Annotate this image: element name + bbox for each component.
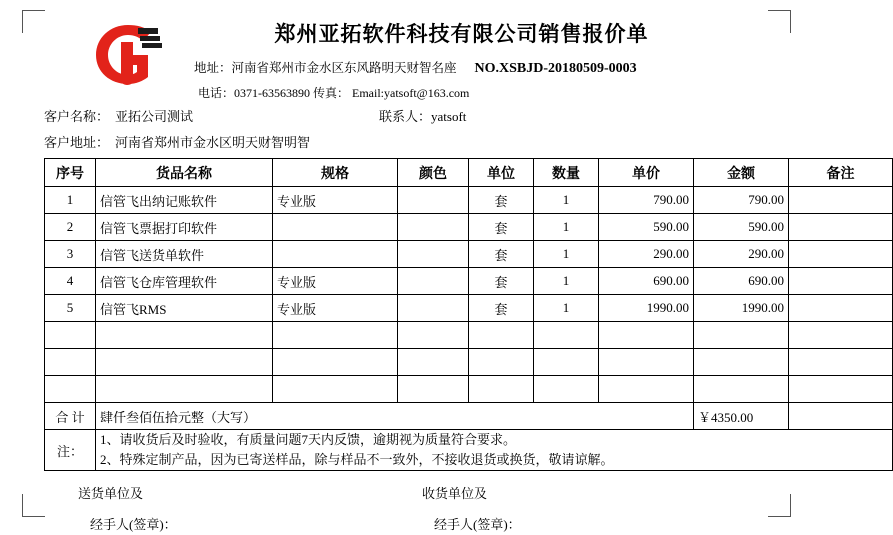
page-title: 郑州亚拓软件科技有限公司销售报价单 [274, 22, 649, 46]
cell-spec: 专业版 [273, 187, 398, 214]
cell-note [789, 376, 893, 403]
cell-amount [694, 322, 789, 349]
cell-goods [96, 322, 273, 349]
customer-address-label: 客户地址： [44, 135, 110, 150]
cell-spec [273, 322, 398, 349]
cell-index [45, 322, 96, 349]
customer-address-row [44, 132, 769, 151]
cell-color [398, 295, 469, 322]
table-row [45, 187, 893, 214]
cell-color [398, 241, 469, 268]
column-header-note: 备注 [789, 159, 893, 187]
cell-color [398, 268, 469, 295]
cell-price: 1990.00 [599, 295, 694, 322]
company-contact-line: 电话：0371-63563890 传真： Email:yatsoft@163.com [198, 86, 470, 100]
crop-mark-bottom-right [768, 494, 791, 517]
cell-price [599, 349, 694, 376]
cell-qty [534, 376, 599, 403]
cell-price [599, 376, 694, 403]
cell-color [398, 187, 469, 214]
cell-price: 590.00 [599, 214, 694, 241]
customer-address-value: 河南省郑州市金水区明天财智明智 [115, 135, 311, 150]
cell-unit: 套 [469, 214, 534, 241]
cell-index: 3 [45, 241, 96, 268]
receiver-label-line2: 经手人(签章)： [434, 517, 521, 533]
column-header-amount: 金额 [694, 159, 789, 187]
table-row [45, 376, 893, 403]
table-row [45, 295, 893, 322]
remark-row [45, 430, 893, 471]
remark-line-1: 1、请收货后及时验收，有质量问题7天内反馈，逾期视为质量符合要求。 [100, 432, 517, 447]
cell-index: 1 [45, 187, 96, 214]
cell-amount [694, 376, 789, 403]
customer-name-label: 客户名称： [44, 109, 110, 124]
cell-qty: 1 [534, 295, 599, 322]
cell-unit: 套 [469, 268, 534, 295]
remark-body [96, 430, 893, 471]
crop-mark-top-left [22, 10, 45, 33]
cell-note [789, 295, 893, 322]
cell-unit: 套 [469, 295, 534, 322]
cell-unit: 套 [469, 241, 534, 268]
cell-note [789, 187, 893, 214]
total-note [789, 403, 893, 430]
cell-goods [96, 349, 273, 376]
customer-info [44, 106, 769, 151]
sender-label-line1: 送货单位及 [78, 486, 144, 502]
cell-note [789, 322, 893, 349]
company-logo-icon [88, 22, 166, 88]
cell-qty: 1 [534, 241, 599, 268]
crop-mark-top-right [768, 10, 791, 33]
signature-area [44, 483, 769, 535]
cell-color [398, 322, 469, 349]
total-amount: ￥4350.00 [694, 403, 789, 430]
address-row [194, 58, 769, 77]
cell-qty [534, 322, 599, 349]
document-body [44, 16, 855, 535]
cell-goods: 信管飞送货单软件 [96, 241, 273, 268]
table-row [45, 214, 893, 241]
cell-index: 2 [45, 214, 96, 241]
cell-amount: 590.00 [694, 214, 789, 241]
cell-unit: 套 [469, 187, 534, 214]
cell-goods: 信管飞RMS [96, 295, 273, 322]
receiver-label-line1: 收货单位及 [422, 486, 488, 502]
items-table [44, 158, 893, 471]
cell-spec: 专业版 [273, 295, 398, 322]
cell-color [398, 214, 469, 241]
crop-mark-bottom-left [22, 494, 45, 517]
cell-spec [273, 376, 398, 403]
cell-spec [273, 349, 398, 376]
total-label: 合 计 [45, 403, 96, 430]
remark-line-2: 2、特殊定制产品，因为已寄送样品，除与样品不一致外，不接收退货或换货，敬请谅解。 [100, 452, 614, 468]
cell-amount: 690.00 [694, 268, 789, 295]
cell-qty: 1 [534, 187, 599, 214]
cell-color [398, 349, 469, 376]
column-header-qty: 数量 [534, 159, 599, 187]
total-amount-in-words: 肆仟叁佰伍拾元整（大写） [96, 403, 694, 430]
document-header [44, 16, 769, 102]
cell-unit [469, 376, 534, 403]
column-header-index: 序号 [45, 159, 96, 187]
table-header-row [45, 159, 893, 187]
column-header-spec: 规格 [273, 159, 398, 187]
sender-signature-block [78, 483, 177, 533]
cell-qty [534, 349, 599, 376]
column-header-color: 颜色 [398, 159, 469, 187]
cell-price: 790.00 [599, 187, 694, 214]
cell-spec: 专业版 [273, 268, 398, 295]
remark-label: 注： [45, 430, 96, 471]
cell-qty: 1 [534, 214, 599, 241]
cell-qty: 1 [534, 268, 599, 295]
table-row [45, 241, 893, 268]
cell-goods [96, 376, 273, 403]
cell-unit [469, 349, 534, 376]
title-block [194, 16, 769, 101]
company-address: 地址：河南省郑州市金水区东风路明天财智名座 [194, 61, 457, 75]
cell-note [789, 241, 893, 268]
sender-label-line2: 经手人(签章)： [90, 517, 177, 533]
column-header-unit: 单位 [469, 159, 534, 187]
column-header-price: 单价 [599, 159, 694, 187]
cell-unit [469, 322, 534, 349]
cell-spec [273, 241, 398, 268]
cell-goods: 信管飞票据打印软件 [96, 214, 273, 241]
cell-amount: 1990.00 [694, 295, 789, 322]
table-row [45, 349, 893, 376]
cell-amount: 290.00 [694, 241, 789, 268]
cell-note [789, 268, 893, 295]
cell-goods: 信管飞出纳记账软件 [96, 187, 273, 214]
cell-price: 690.00 [599, 268, 694, 295]
cell-amount [694, 349, 789, 376]
cell-index [45, 349, 96, 376]
cell-color [398, 376, 469, 403]
cell-index: 5 [45, 295, 96, 322]
cell-amount: 790.00 [694, 187, 789, 214]
table-row [45, 322, 893, 349]
document-number: NO.XSBJD-20180509-0003 [474, 61, 637, 76]
cell-price: 290.00 [599, 241, 694, 268]
cell-spec [273, 214, 398, 241]
cell-goods: 信管飞仓库管理软件 [96, 268, 273, 295]
column-header-goods: 货品名称 [96, 159, 273, 187]
cell-note [789, 214, 893, 241]
cell-note [789, 349, 893, 376]
cell-index [45, 376, 96, 403]
customer-name-value: 亚拓公司测试 [115, 109, 194, 124]
customer-name-row [44, 106, 769, 125]
table-row [45, 268, 893, 295]
receiver-signature-block [422, 483, 521, 533]
cell-index: 4 [45, 268, 96, 295]
total-row [45, 403, 893, 430]
cell-price [599, 322, 694, 349]
customer-contact-person: 联系人：yatsoft [379, 109, 467, 124]
